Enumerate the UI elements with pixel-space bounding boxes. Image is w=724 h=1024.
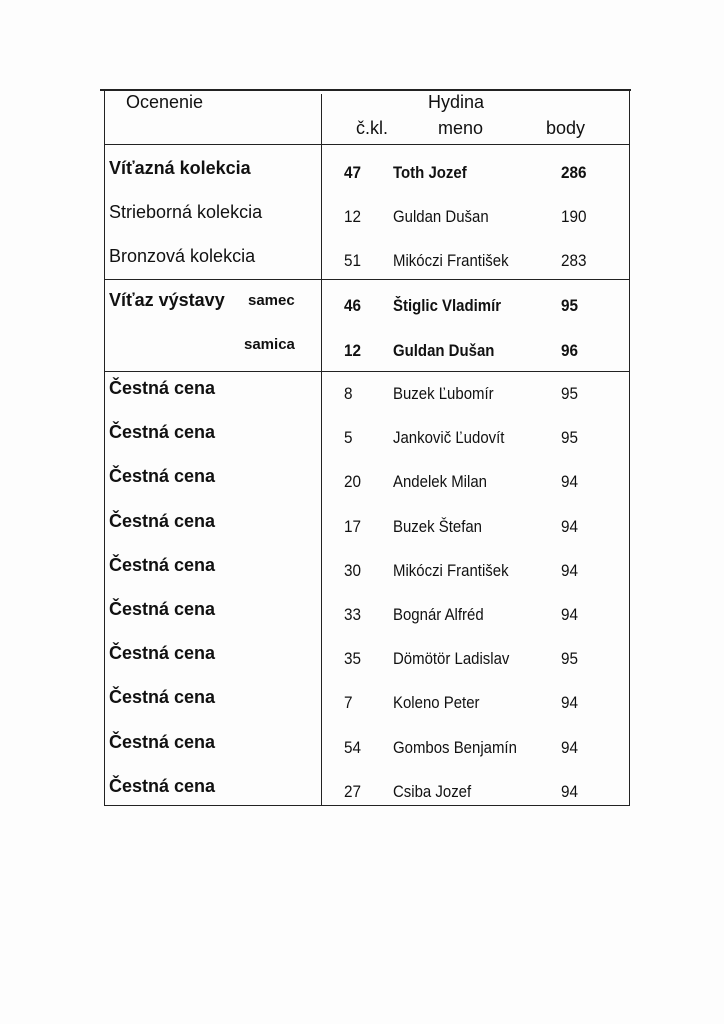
breeder-name: Guldan Dušan (393, 341, 495, 360)
cage-number: 8 (344, 384, 353, 403)
cage-number: 5 (344, 428, 353, 448)
breeder-name: Mikóczi František (393, 251, 509, 270)
points: 95 (561, 649, 579, 669)
breeder-name: Mikóczi František (393, 560, 509, 580)
breeder-name: Csiba Jozef (393, 781, 472, 801)
award-label: Čestná cena (109, 775, 216, 796)
header-award: Ocenenie (126, 92, 204, 112)
points: 94 (561, 693, 579, 713)
points: 94 (561, 560, 579, 580)
winner-label: Víťaz výstavy (109, 290, 225, 310)
breeder-name: Toth Jozef (393, 163, 467, 182)
cage-number: 12 (344, 207, 362, 226)
cage-number: 47 (344, 163, 362, 182)
points: 286 (561, 163, 587, 182)
points: 94 (561, 781, 579, 801)
cage-number: 51 (344, 251, 362, 270)
points: 283 (561, 251, 587, 270)
award-label: Čestná cena (109, 599, 216, 619)
award-label: Čestná cena (109, 687, 216, 708)
cage-number: 54 (344, 737, 362, 757)
cage-number: 20 (344, 472, 362, 492)
female-label: samica (244, 336, 295, 353)
cage-number: 12 (344, 341, 362, 360)
winner-divider (104, 371, 630, 372)
award-label: Bronzová kolekcia (109, 246, 256, 266)
cage-number: 27 (344, 781, 362, 801)
cage-number: 33 (344, 605, 362, 624)
points: 94 (561, 605, 579, 624)
award-label: Víťazná kolekcia (109, 158, 251, 178)
cage-number: 46 (344, 296, 362, 315)
cage-number: 30 (344, 560, 362, 580)
points: 94 (561, 516, 579, 536)
breeder-name: Štiglic Vladimír (393, 296, 502, 315)
header-group: Hydina (428, 92, 485, 112)
points: 95 (561, 296, 579, 315)
breeder-name: Buzek Ľubomír (393, 384, 494, 403)
award-label: Čestná cena (109, 466, 216, 487)
column-divider (321, 94, 322, 806)
breeder-name: Buzek Štefan (393, 516, 482, 536)
points: 95 (561, 428, 579, 448)
points: 190 (561, 207, 587, 226)
award-label: Čestná cena (109, 643, 216, 664)
header-points: body (546, 118, 586, 138)
award-label: Čestná cena (109, 731, 216, 752)
award-label: Čestná cena (109, 510, 216, 531)
male-label: samec (248, 292, 295, 309)
points: 94 (561, 472, 579, 492)
points: 96 (561, 341, 579, 360)
breeder-name: Jankovič Ľudovít (393, 428, 505, 448)
award-label: Čestná cena (109, 554, 216, 575)
header-cage: č.kl. (356, 118, 389, 138)
breeder-name: Koleno Peter (393, 693, 480, 713)
cage-number: 7 (344, 693, 353, 713)
header-name: meno (438, 118, 484, 138)
breeder-name: Gombos Benjamín (393, 737, 517, 757)
award-label: Čestná cena (109, 422, 216, 443)
breeder-name: Bognár Alfréd (393, 605, 484, 624)
cage-number: 17 (344, 516, 362, 536)
collections-divider (104, 279, 630, 280)
breeder-name: Guldan Dušan (393, 207, 489, 226)
breeder-name: Dömötör Ladislav (393, 649, 510, 669)
award-label: Strieborná kolekcia (109, 202, 263, 222)
breeder-name: Andelek Milan (393, 472, 487, 492)
award-label: Čestná cena (109, 378, 216, 398)
header-divider (104, 144, 630, 145)
points: 94 (561, 737, 579, 757)
points: 95 (561, 384, 579, 403)
cage-number: 35 (344, 649, 362, 669)
